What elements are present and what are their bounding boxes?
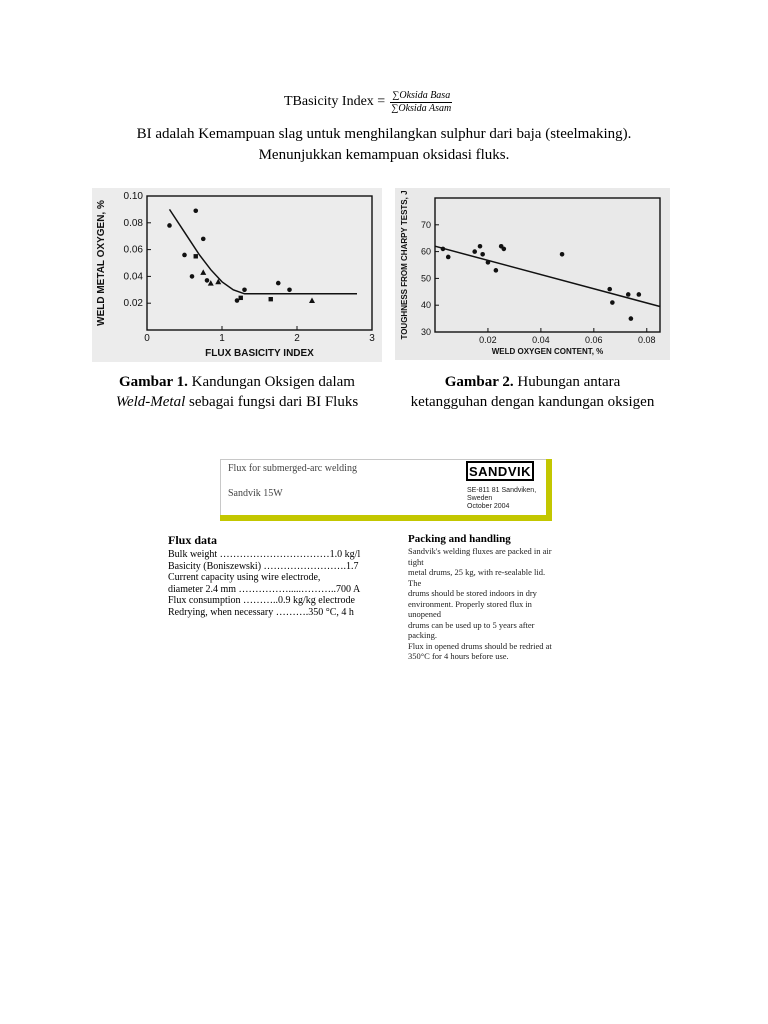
data-point: [205, 278, 210, 283]
figure-1-caption-rest: Kandungan Oksigen dalam: [187, 374, 355, 390]
fit-line: [170, 209, 358, 293]
data-point: [502, 247, 507, 252]
data-point: [629, 316, 634, 321]
data-point: [193, 208, 198, 213]
x-axis-label: WELD OXYGEN CONTENT, %: [491, 347, 604, 356]
x-axis-label: FLUX BASICITY INDEX: [205, 348, 314, 359]
datasheet-address: [467, 487, 536, 511]
address-line-1: SE-811 81 Sandviken,: [467, 487, 537, 494]
packing-line: 350°C for 4 hours before use.: [408, 651, 509, 661]
packing-heading: Packing and handling: [408, 533, 511, 545]
figure-1-caption-bold: Gambar 1.: [119, 374, 188, 390]
data-point: [626, 292, 631, 297]
data-point: [446, 255, 451, 260]
data-point: [478, 244, 483, 249]
description: [80, 124, 688, 166]
figure-2-caption-line-2: ketangguhan dengan kandungan oksigen: [410, 394, 655, 410]
datasheet: [160, 455, 560, 661]
packing-line: drums can be used up to 5 years after packing.: [408, 619, 535, 640]
x-tick-label: 0.06: [585, 335, 603, 345]
data-point: [276, 281, 281, 286]
figure-1-caption-end: sebagai fungsi dari BI Fluks: [185, 394, 359, 410]
data-point: [486, 260, 491, 265]
plot-frame: [147, 196, 372, 330]
datasheet-date: October 2004: [467, 503, 510, 510]
data-point: [472, 249, 477, 254]
x-tick-label: 0: [144, 333, 150, 344]
x-tick-label: 2: [294, 333, 300, 344]
packing-line: drums should be stored indoors in dry: [408, 588, 537, 598]
data-point: [190, 274, 195, 279]
datasheet-accent-right: [546, 459, 552, 521]
data-point: [309, 298, 315, 304]
figure-1-caption-italic: Weld-Metal: [115, 394, 186, 410]
description-line-2: Menunjukkan kemampuan oksidasi fluks.: [258, 147, 510, 163]
basicity-formula: [284, 86, 453, 118]
x-tick-label: 1: [219, 333, 225, 344]
figure-2-chart: [395, 188, 670, 360]
data-point: [637, 292, 642, 297]
y-tick-label: 0.10: [123, 191, 143, 202]
data-point: [494, 268, 499, 273]
plot-frame: [435, 198, 660, 332]
formula-fraction: [389, 90, 453, 115]
data-point: [201, 237, 206, 242]
chart-2-svg: [395, 188, 670, 360]
data-point: [480, 252, 485, 257]
packing-line: Sandvik's welding fluxes are packed in air tight: [408, 546, 552, 567]
packing-line: environment. Properly stored flux in unopened: [408, 598, 532, 619]
formula-denominator: ∑Oksida Asam: [391, 102, 452, 114]
y-tick-label: 40: [420, 300, 431, 311]
data-point: [200, 269, 206, 275]
x-tick-label: 0.04: [532, 335, 550, 345]
data-point: [441, 247, 446, 252]
y-tick-label: 50: [420, 273, 431, 284]
data-point: [182, 253, 187, 258]
flux-data-heading: Flux data: [168, 533, 218, 547]
data-point: [194, 254, 198, 258]
flux-line: Basicity (Boniszewski) …………………….1.7: [168, 560, 359, 572]
data-point: [269, 297, 273, 301]
fit-line: [435, 246, 660, 306]
x-tick-label: 3: [369, 333, 375, 344]
packing-line: Flux in opened drums should be redried at: [408, 640, 552, 651]
figure-2-caption-bold: Gambar 2.: [444, 374, 514, 390]
y-tick-label: 0.04: [123, 271, 143, 283]
flux-line: diameter 2.4 mm …………….....………..700 A: [168, 583, 361, 595]
y-axis-label: WELD METAL OXYGEN, %: [96, 200, 107, 326]
packing-text: [408, 546, 558, 662]
y-axis-label: TOUGHNESS FROM CHARPY TESTS, J: [400, 190, 409, 340]
data-point: [239, 296, 243, 300]
formula-numerator: ∑Oksida Basa: [392, 89, 451, 101]
packing-line: metal drums, 25 kg, with re-sealable lid. The: [408, 567, 546, 588]
formula-lhs: TBasicity Index =: [284, 94, 386, 109]
x-tick-label: 0.08: [637, 335, 656, 345]
chart-1-svg: [92, 188, 382, 362]
data-point: [560, 252, 565, 257]
y-tick-label: 60: [420, 246, 431, 257]
address-line-2: Sweden: [467, 495, 493, 502]
datasheet-title: Flux for submerged-arc welding: [228, 463, 357, 474]
data-point: [167, 223, 172, 228]
flux-line: Flux consumption ………..0.9 kg/kg electrode: [168, 595, 355, 606]
figure-2-caption-rest: Hubungan antara: [513, 374, 621, 390]
y-tick-label: 30: [420, 327, 431, 337]
y-tick-label: 0.08: [123, 217, 143, 229]
sandvik-logo: SANDVIK: [466, 461, 534, 481]
figure-1-caption: [92, 372, 382, 412]
y-tick-label: 0.02: [123, 298, 143, 310]
x-tick-label: 0.02: [479, 335, 497, 345]
flux-line: Current capacity using wire electrode,: [168, 572, 321, 583]
figure-2-caption: [395, 372, 670, 412]
y-tick-label: 0.06: [123, 244, 143, 256]
data-point: [610, 300, 615, 305]
flux-line: Bulk weight ……………………………1.0 kg/l: [168, 549, 361, 560]
figure-1-chart: [92, 188, 382, 362]
description-line-1: BI adalah Kemampuan slag untuk menghilangkan sulphur dari baja (steelmaking).: [136, 126, 632, 142]
flux-line: Redrying, when necessary ……….350 °C, 4 h: [168, 606, 354, 618]
datasheet-product: Sandvik 15W: [228, 488, 283, 499]
flux-data-list: [168, 549, 390, 618]
data-point: [287, 288, 292, 293]
y-tick-label: 70: [420, 219, 431, 230]
data-point: [607, 287, 612, 292]
data-point: [242, 288, 247, 293]
datasheet-accent-bottom: [220, 515, 552, 521]
